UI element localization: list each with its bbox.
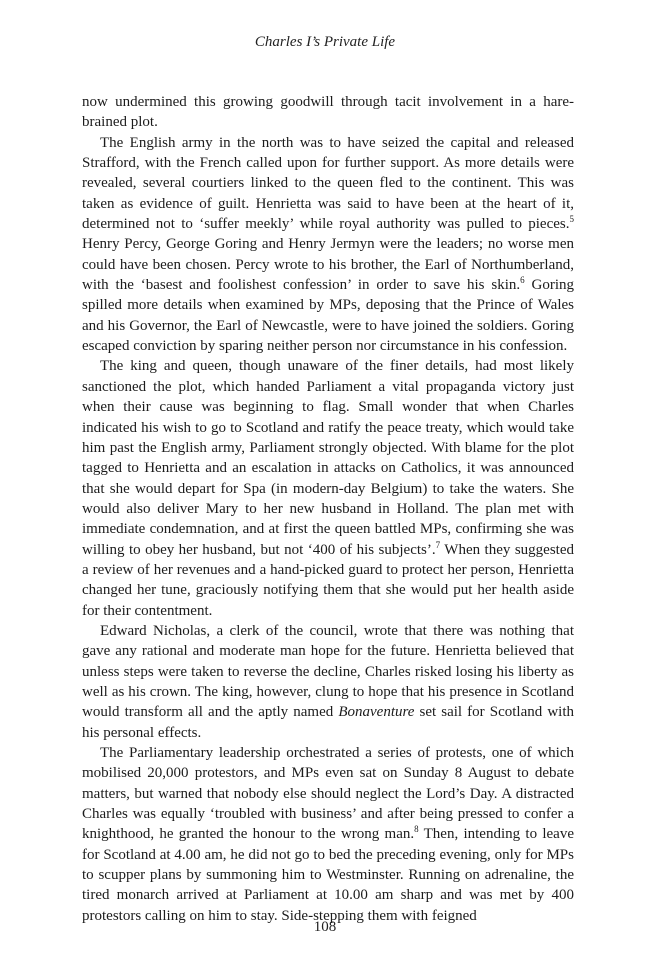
text-run: The king and queen, though unaware of the finer details, had most likely sanctioned the plot, which handed Parliament a vital propaganda victory just when their cause was beginning to flag. Small wonder that when Charles indicated his wish to go to Scotland and ratify the peace treaty, which would take him past the English army, Parliament strongly objected. With blame for the plot tagged to Henrietta and an escalation in attacks on Catholics, it was announced that she would depart for Spa (in modern-day Belgium) to take the waters. She would also deliver Mary to her new husband in Holland. The plan met with immediate condemnation, and at first the queen battled MPs, confirming she was willing to obey her husband, but not ‘400 of his subjects’. (82, 358, 574, 558)
text-run: set sail for Scotland with his personal effects. (82, 704, 574, 741)
footnote-marker: 6 (520, 275, 525, 286)
paragraph-5 (82, 743, 574, 926)
text-run: Goring spilled more details when examined by MPs, deposing that the Prince of Wales and his Governor, the Earl of Newcastle, were to have joined the soldiers. Goring escaped conviction by sparing neither person nor circumstance in his confession. (82, 277, 574, 355)
italic-text: Bonaventure (338, 704, 415, 721)
paragraph-3 (82, 356, 574, 620)
paragraph-4 (82, 621, 574, 743)
paragraph-2 (82, 133, 574, 357)
text-run: Edward Nicholas, a clerk of the council, wrote that there was nothing that gave any rational and moderate man hope for the future. Henrietta believed that unless steps were taken to reverse the decline, Charles risked losing his liberty as well as his crown. The king, however, clung to hope that his presence in Scotland would transform all and the aptly named (82, 622, 574, 721)
paragraph-1 (82, 92, 574, 133)
text-run: Then, intending to leave for Scotland at 4.00 am, he did not go to bed the preceding evening, only for MPs to scupper plans by summoning him to Westminster. Running on adrenaline, the tired monarch arrived at Parliament at 10.00 am sharp and was met by 400 protestors calling on him to stay. Side-stepping them with feigned (82, 826, 574, 924)
text-run: The English army in the north was to have seized the capital and released Strafford, with the French called upon for further support. As more details were revealed, several courtiers linked to the queen fled to the continent. This was taken as evidence of guilt. Henrietta was said to have been at the heart of it, determined not to ‘suffer meekly’ while royal authority was pulled to pieces. (82, 134, 574, 233)
page-number: 108 (313, 919, 337, 935)
body-text (82, 92, 574, 926)
footnote-marker: 5 (569, 214, 574, 225)
footnote-marker: 7 (435, 539, 441, 550)
footnote-marker: 8 (414, 824, 419, 835)
text-run: Henry Percy, George Goring and Henry Jermyn were the leaders; no worse men could have been chosen. Percy wrote to his brother, the Earl of Northumberland, with the ‘basest and foolishest confession’ in order to save his skin. (82, 236, 574, 294)
text-run: The Parliamentary leadership orchestrated a series of protests, one of which mobilised 20,000 protestors, and MPs even sat on Sunday 8 August to debate matters, but warned that nobody else should neglect the Lord’s Day. A distracted Charles was equally ‘troubled with business’ and after being pressed to confer a knighthood, he granted the honour to the wrong man. (82, 745, 574, 843)
text-run: When they suggested a review of her revenues and a hand-picked guard to protect her person, Henrietta changed her tune, graciously notifying them that she would put her health aside for their contentment. (82, 541, 574, 619)
text-run: now undermined this growing goodwill through tacit involvement in a hare-brained plot. (82, 94, 574, 131)
running-head: Charles I’s Private Life (254, 34, 396, 50)
